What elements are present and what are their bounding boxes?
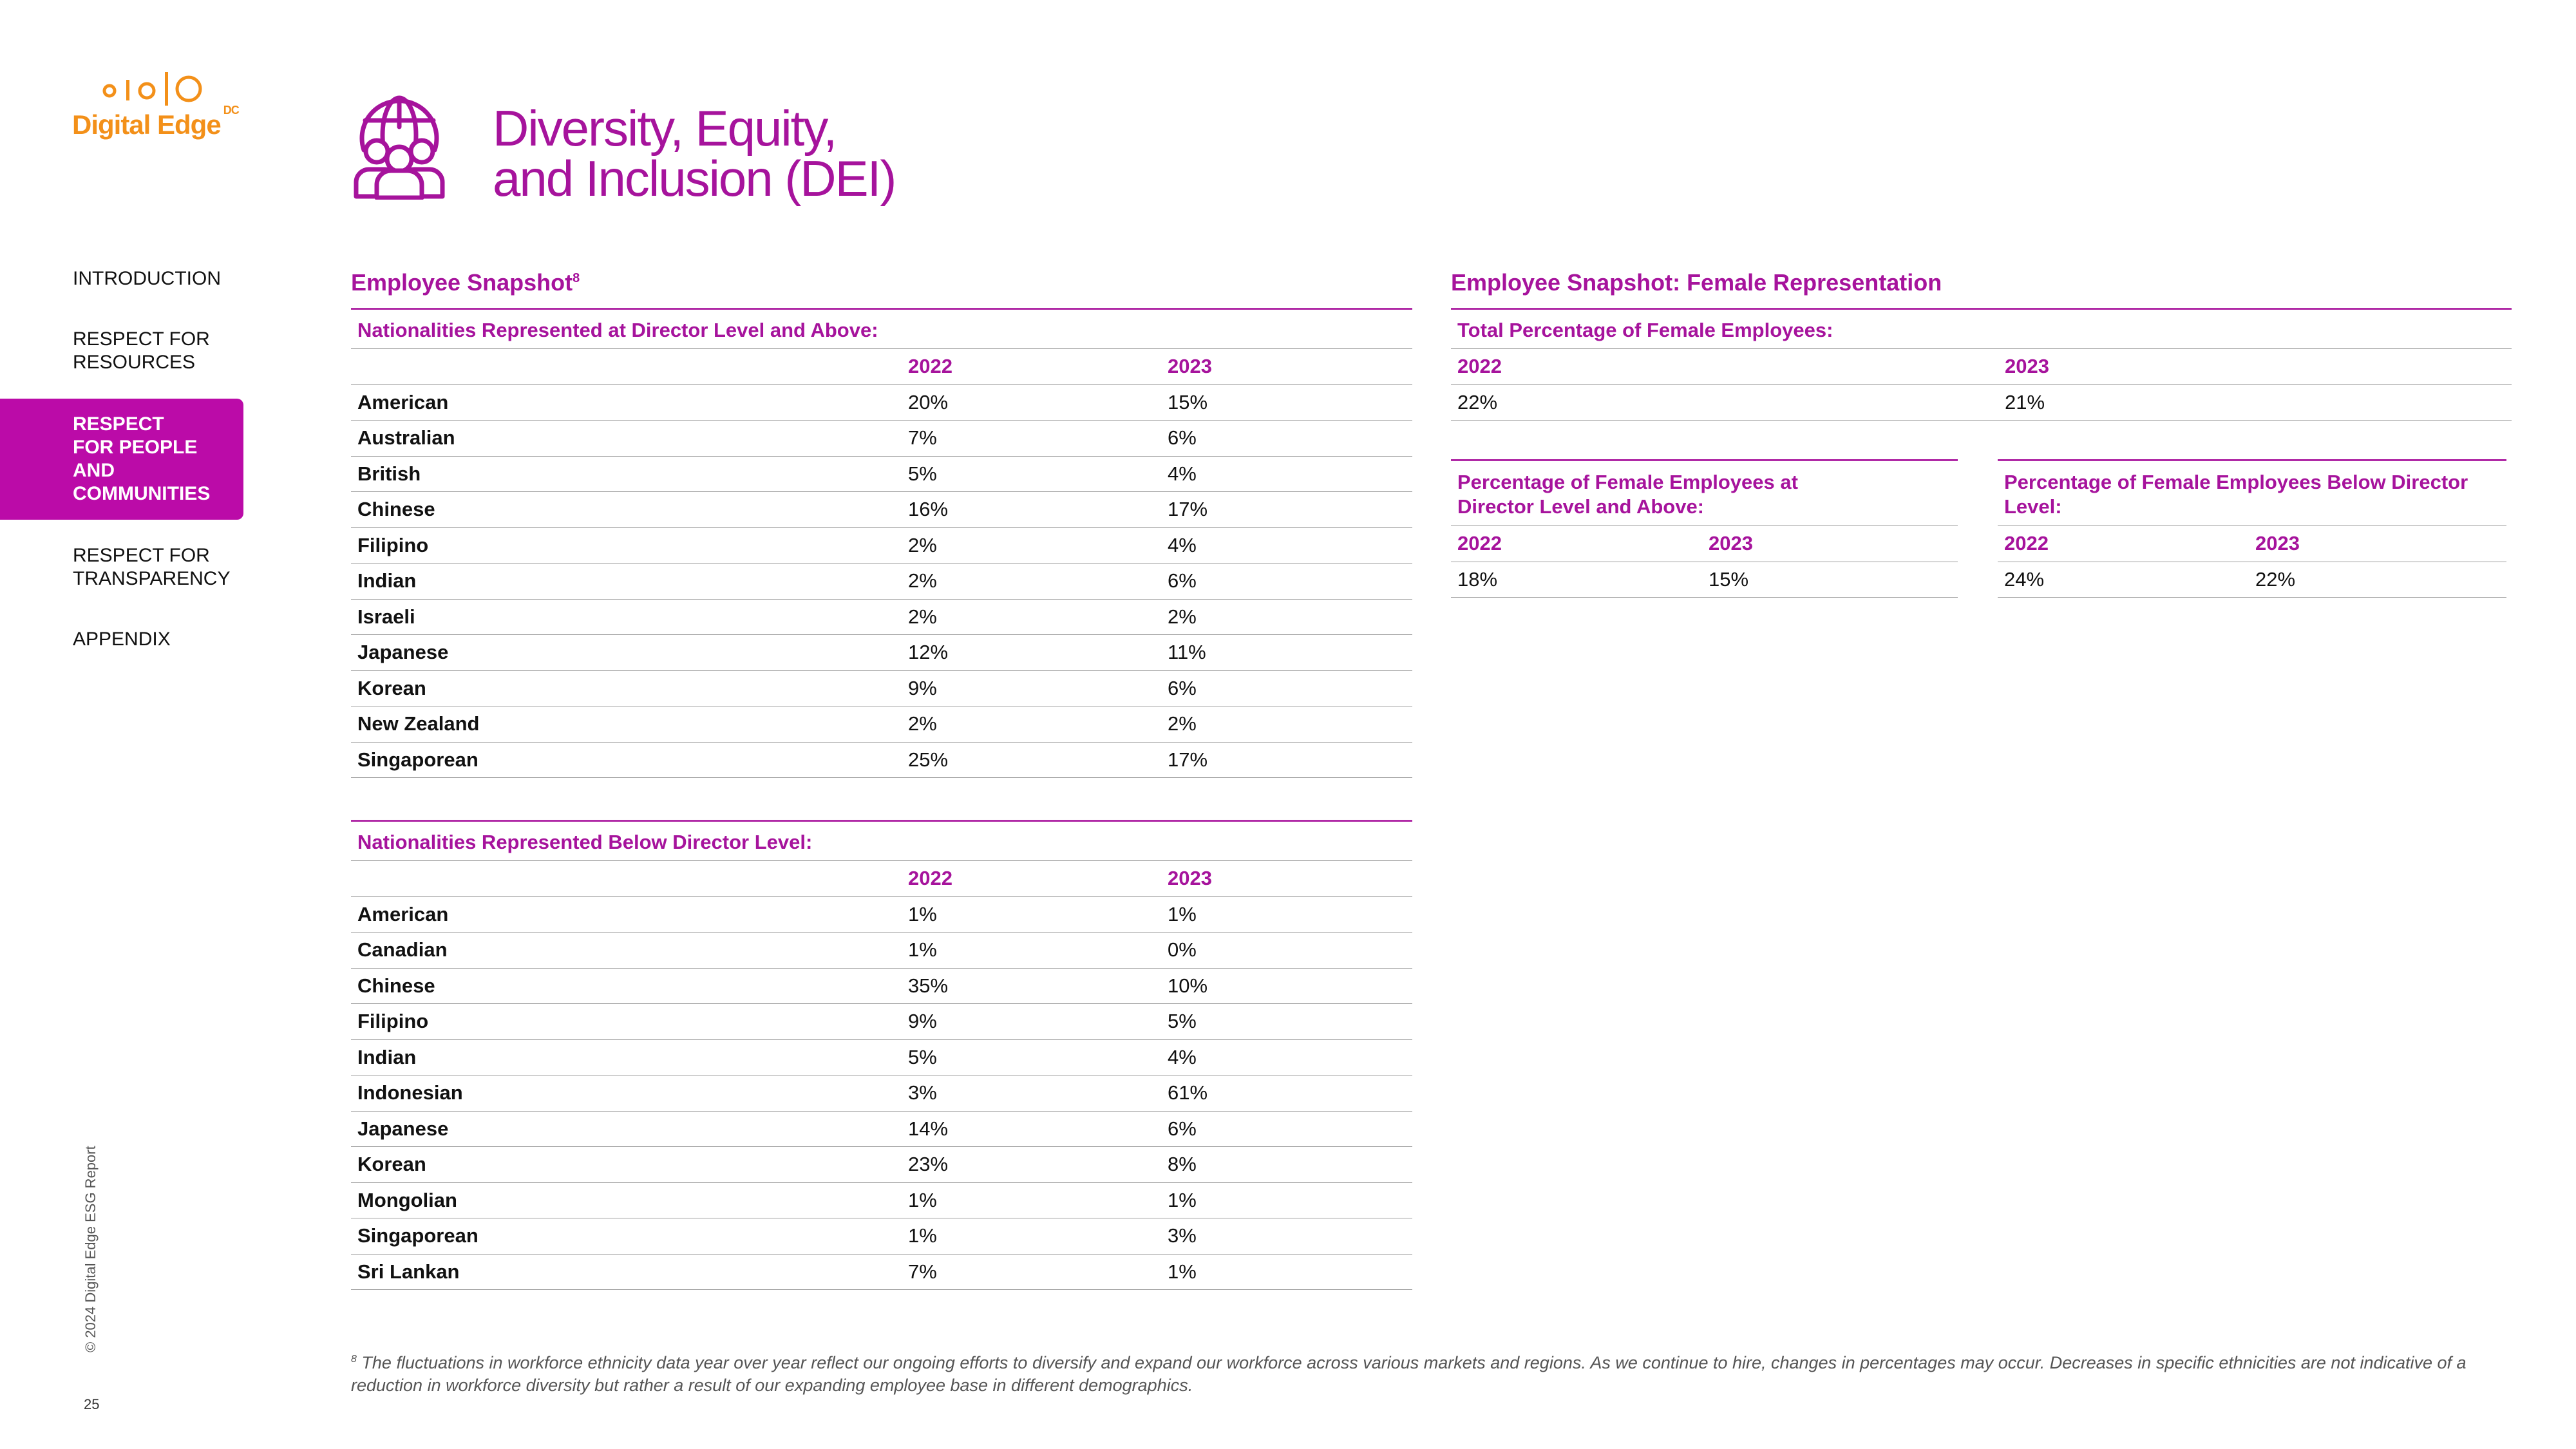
table-row: 24% 22% xyxy=(1998,562,2506,598)
digital-edge-logo xyxy=(70,70,256,153)
percentage-value: 4% xyxy=(1168,533,1197,556)
percentage-value: 6% xyxy=(1168,426,1197,450)
percentage-value: 35% xyxy=(908,974,949,997)
percentage-value: 20% xyxy=(908,390,949,413)
percentage-value: 4% xyxy=(1168,462,1197,485)
nationality-label: Singaporean xyxy=(357,748,478,771)
percentage-value: 4% xyxy=(1168,1045,1197,1068)
nationality-label: Filipino xyxy=(357,1010,429,1033)
table-row xyxy=(351,1112,1412,1148)
nationality-label: Indonesian xyxy=(357,1081,463,1104)
table-row xyxy=(351,671,1412,707)
table-header-row: 2022 2023 xyxy=(1998,526,2506,562)
percentage-value: 2% xyxy=(1168,712,1197,735)
percentage-value: 61% xyxy=(1168,1081,1208,1104)
nationality-label: Singaporean xyxy=(357,1224,478,1247)
percentage-value: 1% xyxy=(908,902,937,925)
nationality-label: Japanese xyxy=(357,641,449,664)
nationality-label: Australian xyxy=(357,426,455,450)
nationality-label: Canadian xyxy=(357,938,448,961)
percentage-value: 1% xyxy=(1168,902,1197,925)
footnote: $^8$ The fluctuations in workforce ethnicity data year over year reflect our ongoing efforts to diversify and expand our workforce across various markets and regions. As we continue to hire, changes in percentages may occur. Decreases in specific ethnicities are not indicative of a reduction in workforce diversity but rather a result of our expanding employee base in different demographics. xyxy=(351,1353,2467,1395)
nav-item-appendix[interactable]: APPENDIX xyxy=(73,629,171,650)
nav-item-introduction[interactable]: INTRODUCTION xyxy=(73,268,221,289)
nav-item-respect-for-people-and-communities[interactable]: RESPECT FOR PEOPLE AND COMMUNITIES xyxy=(0,399,243,520)
percentage-value: 2% xyxy=(908,605,937,628)
table-row xyxy=(351,1183,1412,1219)
percentage-value: 7% xyxy=(908,426,937,450)
director-nationalities-table xyxy=(351,310,1412,778)
percentage-value: 17% xyxy=(1168,748,1208,771)
percentage-value: 5% xyxy=(1168,1010,1197,1033)
table-row xyxy=(351,1075,1412,1112)
percentage-value: 1% xyxy=(1168,1260,1197,1283)
percentage-value: 25% xyxy=(908,748,949,771)
percentage-value: 3% xyxy=(908,1081,937,1104)
logo-mark-icon xyxy=(100,70,210,108)
table-header-row: 2022 2023 xyxy=(1451,349,2512,385)
table-row xyxy=(351,1147,1412,1183)
page-title: Diversity, Equity, and Inclusion (DEI) xyxy=(493,100,896,207)
nationality-label: Indian xyxy=(357,569,417,592)
table-row xyxy=(351,1218,1412,1255)
percentage-value: 3% xyxy=(1168,1224,1197,1247)
percentage-value: 1% xyxy=(908,1188,937,1211)
nationality-label: Mongolian xyxy=(357,1188,457,1211)
nav-item-respect-for-transparency[interactable]: RESPECT FOR TRANSPARENCY xyxy=(73,545,231,589)
table-row xyxy=(351,457,1412,493)
page-number: 25 xyxy=(84,1396,100,1412)
below-director-nationalities-table xyxy=(351,820,1412,1290)
percentage-value: 8% xyxy=(1168,1153,1197,1176)
copyright-notice: © 2024 Digital Edge ESG Report xyxy=(82,1146,99,1352)
nationality-label: Korean xyxy=(357,676,426,699)
percentage-value: 17% xyxy=(1168,498,1208,521)
nav-item-respect-for-resources[interactable]: RESPECT FOR RESOURCES xyxy=(73,328,210,373)
nationality-label: American xyxy=(357,902,449,925)
logo-wordmark: Digital Edge $^{DC}$ xyxy=(72,104,239,140)
table-row xyxy=(351,492,1412,528)
percentage-value: 7% xyxy=(908,1260,937,1283)
table-row xyxy=(351,385,1412,421)
table-header-row: 2022 2023 xyxy=(351,861,1412,897)
employee-snapshot-heading: Employee Snapshot$^8$ xyxy=(351,269,580,296)
nationality-label: American xyxy=(357,390,449,413)
percentage-value: 15% xyxy=(1168,390,1208,413)
percentage-value: 1% xyxy=(908,938,937,961)
table-row xyxy=(351,1040,1412,1076)
table-row xyxy=(351,600,1412,636)
table-caption: Nationalities Represented at Director Level and Above: xyxy=(351,310,1412,349)
percentage-value: 2% xyxy=(908,533,937,556)
percentage-value: 6% xyxy=(1168,569,1197,592)
percentage-value: 9% xyxy=(908,1010,937,1033)
table-caption: Nationalities Represented Below Director Level: xyxy=(351,820,1412,861)
table-row xyxy=(351,528,1412,564)
globe-people-icon xyxy=(351,93,448,200)
table-row: 18% 15% xyxy=(1451,562,1958,598)
percentage-value: 11% xyxy=(1168,641,1206,664)
percentage-value: 6% xyxy=(1168,1117,1197,1140)
percentage-value: 2% xyxy=(908,569,937,592)
table-row xyxy=(351,969,1412,1005)
nationality-label: Sri Lankan xyxy=(357,1260,460,1283)
table-row xyxy=(351,1004,1412,1040)
nationality-label: New Zealand xyxy=(357,712,480,735)
sidebar-nav xyxy=(0,267,251,688)
female-representation-heading: Employee Snapshot: Female Representation xyxy=(1451,269,1942,296)
table-caption: Percentage of Female Employees at Director Level and Above: xyxy=(1451,459,1958,526)
percentage-value: 5% xyxy=(908,1045,937,1068)
table-caption: Percentage of Female Employees Below Director Level: xyxy=(1998,459,2506,526)
table-caption: Total Percentage of Female Employees: xyxy=(1451,310,2512,349)
table-row xyxy=(351,897,1412,933)
female-below-director-table xyxy=(1998,459,2506,598)
percentage-value: 14% xyxy=(908,1117,949,1140)
percentage-value: 2% xyxy=(1168,605,1197,628)
percentage-value: 2% xyxy=(908,712,937,735)
table-row xyxy=(351,635,1412,671)
table-row: 22% 21% xyxy=(1451,385,2512,421)
nationality-label: Korean xyxy=(357,1153,426,1176)
percentage-value: 16% xyxy=(908,498,949,521)
percentage-value: 1% xyxy=(908,1224,937,1247)
table-header-row: 2022 2023 xyxy=(1451,526,1958,562)
table-row xyxy=(351,743,1412,779)
table-row xyxy=(351,421,1412,457)
percentage-value: 23% xyxy=(908,1153,949,1176)
nationality-label: Indian xyxy=(357,1045,417,1068)
nationality-label: Filipino xyxy=(357,533,429,556)
nationality-label: Israeli xyxy=(357,605,415,628)
nationality-label: British xyxy=(357,462,421,485)
nationality-label: Japanese xyxy=(357,1117,449,1140)
percentage-value: 12% xyxy=(908,641,949,664)
percentage-value: 1% xyxy=(1168,1188,1197,1211)
table-row xyxy=(351,706,1412,743)
percentage-value: 10% xyxy=(1168,974,1208,997)
table-header-row: 2022 2023 xyxy=(351,349,1412,385)
percentage-value: 6% xyxy=(1168,676,1197,699)
percentage-value: 9% xyxy=(908,676,937,699)
table-row xyxy=(351,1255,1412,1291)
percentage-value: 0% xyxy=(1168,938,1197,961)
total-female-table xyxy=(1451,310,2512,421)
table-row xyxy=(351,933,1412,969)
percentage-value: 5% xyxy=(908,462,937,485)
female-director-table xyxy=(1451,459,1958,598)
nationality-label: Chinese xyxy=(357,498,435,521)
nationality-label: Chinese xyxy=(357,974,435,997)
table-row xyxy=(351,564,1412,600)
